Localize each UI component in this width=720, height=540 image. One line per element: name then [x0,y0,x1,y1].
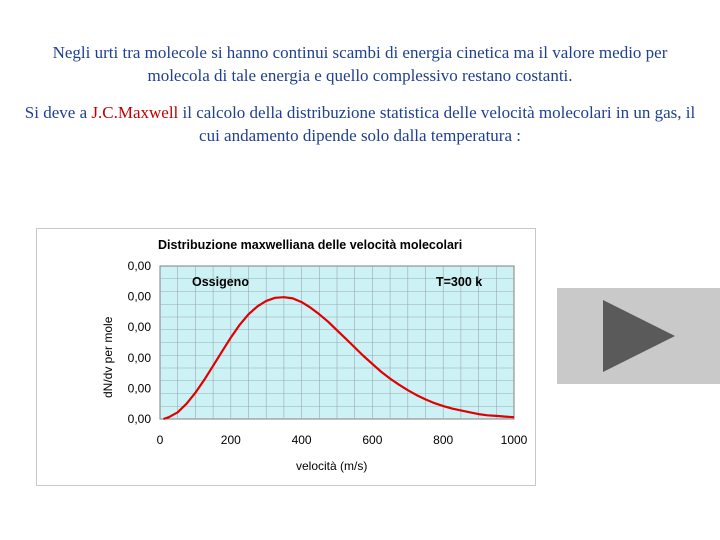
x-tick-label: 400 [291,433,312,447]
play-triangle-icon [557,288,720,384]
y-axis-label: dN/dv per mole [101,316,115,398]
chart-canvas [37,229,535,485]
temperature-label: T=300 k [436,275,483,289]
chart-title: Distribuzione maxwelliana delle velocità molecolari [158,238,463,252]
y-tick-label: 0,00 [127,259,151,273]
y-axis-ticks [128,259,152,426]
x-tick-label: 1000 [500,433,528,447]
maxwell-distribution-chart [36,228,536,486]
y-tick-label: 0,00 [127,412,151,426]
x-axis-label: velocità (m/s) [296,459,368,473]
y-tick-label: 0,00 [127,350,151,365]
x-axis-ticks [157,433,528,447]
maxwell-text-before: Si deve a [24,103,92,122]
gas-label: Ossigeno [192,275,249,289]
y-tick-label: 0,00 [127,289,151,304]
x-tick-label: 0 [156,433,164,447]
x-tick-label: 600 [362,433,383,447]
y-tick-label: 0,00 [127,320,151,335]
maxwell-paragraph [20,101,700,147]
play-button[interactable] [557,288,720,384]
maxwell-text-after: il calcolo della distribuzione statistica delle velocità molecolari in un gas, il cui andamento dipende solo dalla temperatura : [178,103,696,145]
y-tick-label: 0,00 [127,381,151,396]
x-tick-label: 200 [220,433,241,447]
x-tick-label: 800 [433,433,454,447]
maxwell-name: J.C.Maxwell [91,103,179,122]
intro-paragraph: Negli urti tra molecole si hanno continui scambi di energia cinetica ma il valore medio per molecola di tale energia e quello complessivo restano costanti. [52,43,668,85]
